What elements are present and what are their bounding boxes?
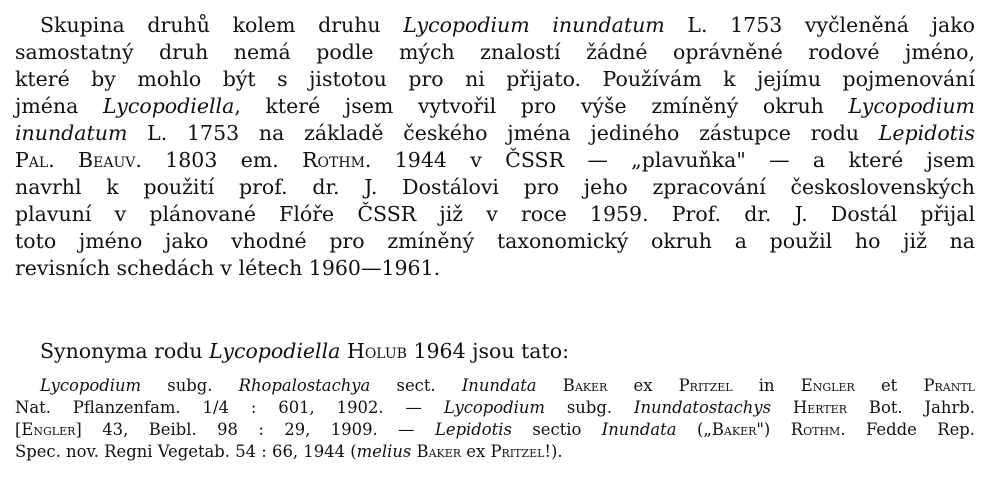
text-run: in xyxy=(732,376,801,395)
paragraph-line xyxy=(15,93,975,119)
smallcaps-text: Pritzel xyxy=(490,442,545,461)
text-run: Synonyma rodu xyxy=(40,339,210,363)
paragraph-line xyxy=(15,147,975,173)
text-run: Bot. Jahrb. xyxy=(847,398,975,417)
paragraph-line xyxy=(15,39,975,65)
italic-text: melius xyxy=(356,442,412,461)
text-run xyxy=(771,398,793,417)
text-run: navrhl k použití prof. dr. J. Dostálovi pro jeho zpracování československých xyxy=(15,175,975,199)
paragraph-line xyxy=(15,120,975,146)
smallcaps-text: Baker xyxy=(562,376,608,395)
smallcaps-text: Pal. Beauv. xyxy=(15,148,142,172)
italic-text: Lepidotis xyxy=(434,420,512,439)
smallcaps-text: Holub xyxy=(346,339,407,363)
text-run: ex xyxy=(607,376,679,395)
paragraph-line xyxy=(15,255,975,281)
smallcaps-text: Engler xyxy=(800,376,855,395)
paragraph-line xyxy=(15,66,975,92)
italic-text: Lycopodium xyxy=(848,94,975,118)
text-run: revisních schedách v létech 1960—1961. xyxy=(15,256,441,280)
text-run: Nat. Pflanzenfam. 1/4 : 601, 1902. — xyxy=(15,398,444,417)
italic-text: Lycopodium inundatum xyxy=(403,13,665,37)
text-run: ") xyxy=(756,420,791,439)
italic-text: Inundata xyxy=(601,420,677,439)
text-run: 1964 jsou tato: xyxy=(406,339,570,363)
text-run: Spec. nov. Regni Vegetab. 54 : 66, 1944 ( xyxy=(15,442,357,461)
italic-text: Rhopalostachya xyxy=(238,376,371,395)
italic-text: Lycopodium xyxy=(443,398,545,417)
text-run: L. 1753 vyčleněná jako xyxy=(664,13,975,37)
smallcaps-text: Rothm. xyxy=(302,148,372,172)
italic-text: Lycopodiella xyxy=(209,339,341,363)
synonyms-line xyxy=(15,375,975,397)
synonyms-line xyxy=(15,419,975,441)
smallcaps-text: Baker xyxy=(416,442,462,461)
synonyms-line xyxy=(15,397,975,419)
text-run: které by mohlo být s jistotou pro ni přijato. Používám k jejímu pojmenování xyxy=(15,67,975,91)
italic-text: inundatum xyxy=(15,121,128,145)
text-run: („ xyxy=(676,420,712,439)
text-run xyxy=(537,376,563,395)
text-run: ] 43, Beibl. 98 : 29, 1909. — xyxy=(75,420,435,439)
smallcaps-text: Baker xyxy=(711,420,757,439)
text-run: plavuní v plánované Flóře ČSSR již v roce 1959. Prof. dr. J. Dostál přijal xyxy=(15,202,975,226)
text-run: sect. xyxy=(370,376,462,395)
italic-text: Lycopodium xyxy=(40,376,142,395)
text-run: ex xyxy=(461,442,491,461)
paragraph-line xyxy=(15,228,975,254)
text-run: Skupina druhů kolem druhu xyxy=(40,13,404,37)
smallcaps-text: Prantl xyxy=(923,376,975,395)
smallcaps-text: Rothm. xyxy=(790,420,846,439)
synonyma-heading xyxy=(40,338,569,364)
italic-text: Lepidotis xyxy=(878,121,975,145)
synonyms-line xyxy=(15,441,975,463)
text-run: samostatný druh nemá podle mých znalostí žádné oprávněné rodové jméno, xyxy=(15,40,975,64)
text-run: jména xyxy=(15,94,104,118)
smallcaps-text: Engler xyxy=(21,420,76,439)
italic-text: Lycopodiella xyxy=(103,94,235,118)
text-run: L. 1753 na základě českého jména jediného zástupce rodu xyxy=(127,121,879,145)
text-run: 1944 v ČSSR — „plavuňka" — a které jsem xyxy=(371,148,975,172)
smallcaps-text: Herter xyxy=(792,398,847,417)
text-run: toto jméno jako vhodné pro zmíněný taxonomický okruh a použil ho již na xyxy=(15,229,975,253)
text-run: et xyxy=(854,376,924,395)
paragraph-line xyxy=(15,174,975,200)
text-run: sectio xyxy=(511,420,602,439)
italic-text: Inundata xyxy=(461,376,537,395)
text-run: 1803 em. xyxy=(141,148,303,172)
text-run: , které jsem vytvořil pro výše zmíněný okruh xyxy=(234,94,849,118)
paragraph-line xyxy=(15,12,975,38)
smallcaps-text: Pritzel xyxy=(678,376,733,395)
paragraph-line xyxy=(15,201,975,227)
text-run: Fedde Rep. xyxy=(845,420,975,439)
text-run: [ xyxy=(15,420,22,439)
italic-text: Inundatostachys xyxy=(633,398,772,417)
text-run: subg. xyxy=(544,398,634,417)
text-run: subg. xyxy=(141,376,239,395)
text-run: !). xyxy=(544,442,563,461)
